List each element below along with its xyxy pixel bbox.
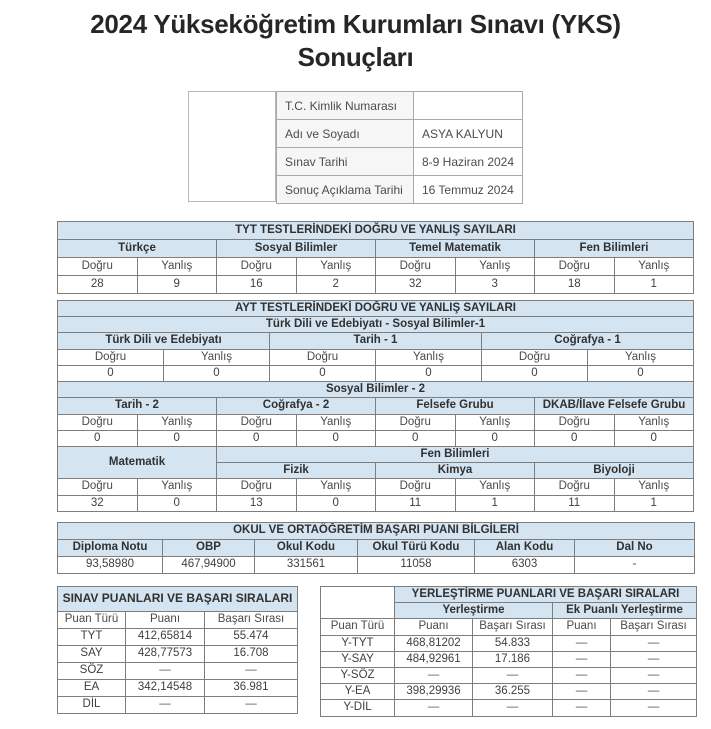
tyt-subject-turkce: Türkçe (58, 240, 217, 258)
tyt-subject-fen: Fen Bilimleri (535, 240, 694, 258)
wrong-label: Yanlış (614, 414, 694, 430)
correct-label: Doğru (58, 258, 138, 276)
school-table-title: OKUL VE ORTAÖĞRETİM BAŞARI PUANI BİLGİLERİ (58, 522, 695, 539)
ayt-subject-felsefe: Felsefe Grubu (376, 398, 535, 414)
ek-rank-value: — (611, 667, 697, 683)
score-type: SÖZ (58, 662, 126, 679)
rank-value: 55.474 (205, 628, 298, 645)
score-type: Y-SAY (321, 651, 395, 667)
correct-label: Doğru (376, 258, 456, 276)
tyt-subject-matematik: Temel Matematik (376, 240, 535, 258)
tyt-results-table (57, 221, 694, 294)
ayt-table-title: AYT TESTLERİNDEKİ DOĞRU VE YANLIŞ SAYILARI (58, 301, 694, 317)
tyt-sosyal-wrong: 2 (296, 276, 376, 294)
ayt-cografya1-wrong: 0 (588, 365, 694, 381)
rank-value: 17.186 (473, 651, 553, 667)
score-type: EA (58, 679, 126, 696)
basari-sirasi-header: Başarı Sırası (205, 611, 298, 628)
okul-kodu-header: Okul Kodu (255, 539, 358, 556)
score-type: DİL (58, 696, 126, 713)
table-row (276, 148, 522, 176)
table-row (321, 651, 697, 667)
table-row (58, 349, 694, 365)
wrong-label: Yanlış (164, 349, 270, 365)
candidate-section (0, 91, 711, 204)
wrong-label: Yanlış (137, 479, 217, 495)
ayt-fizik-wrong: 0 (296, 495, 376, 511)
ayt-felsefe-wrong: 0 (455, 430, 535, 446)
ayt-matematik-wrong: 0 (137, 495, 217, 511)
score-value: 412,65814 (126, 628, 205, 645)
table-row (58, 240, 694, 258)
ek-rank-value: — (611, 651, 697, 667)
rank-value: 36.981 (205, 679, 298, 696)
rank-value: 36.255 (473, 684, 553, 700)
ayt-tarih1-wrong: 0 (376, 365, 482, 381)
tyt-sosyal-correct: 16 (217, 276, 297, 294)
correct-label: Doğru (58, 414, 138, 430)
table-row (58, 679, 298, 696)
table-row (58, 662, 298, 679)
ayt-dkab-correct: 0 (535, 430, 615, 446)
table-row (321, 667, 697, 683)
yerlestirme-group-header: Yerleştirme (395, 603, 553, 619)
dal-no-value: - (575, 556, 695, 573)
score-value: — (395, 667, 473, 683)
table-row (276, 92, 522, 120)
alan-kodu-header: Alan Kodu (475, 539, 575, 556)
table-row (276, 176, 522, 204)
ek-basari-sirasi-header: Başarı Sırası (611, 619, 697, 635)
puani-header: Puanı (395, 619, 473, 635)
wrong-label: Yanlış (614, 258, 694, 276)
rank-value: — (205, 696, 298, 713)
ek-score-value: — (553, 700, 611, 716)
ek-rank-value: — (611, 684, 697, 700)
okul-turu-kodu-value: 11058 (358, 556, 475, 573)
ayt-section2-title: Sosyal Bilimler - 2 (58, 382, 694, 398)
table-row (58, 495, 694, 511)
table-row (276, 120, 522, 148)
rank-value: — (205, 662, 298, 679)
result-date-label: Sonuç Açıklama Tarihi (276, 176, 413, 204)
wrong-label: Yanlış (137, 414, 217, 430)
ayt-tarih2-wrong: 0 (137, 430, 217, 446)
rank-value: 16.708 (205, 645, 298, 662)
basari-sirasi-header: Başarı Sırası (473, 619, 553, 635)
puani-header: Puanı (126, 611, 205, 628)
puan-turu-header: Puan Türü (58, 611, 126, 628)
table-row (58, 414, 694, 430)
rank-value: — (473, 700, 553, 716)
obp-header: OBP (163, 539, 255, 556)
ayt-cografya1-correct: 0 (482, 365, 588, 381)
score-value: 428,77573 (126, 645, 205, 662)
diploma-notu-value: 93,58980 (58, 556, 163, 573)
wrong-label: Yanlış (296, 258, 376, 276)
score-type: TYT (58, 628, 126, 645)
table-row (58, 333, 694, 349)
score-value: 468,81202 (395, 635, 473, 651)
page-title: 2024 Yükseköğretim Kurumları Sınavı (YKS) Sonuçları (90, 9, 621, 73)
tyt-fen-correct: 18 (535, 276, 615, 294)
ayt-edebiyat-correct: 0 (58, 365, 164, 381)
wrong-label: Yanlış (296, 414, 376, 430)
table-row (58, 258, 694, 276)
ayt-subject-edebiyat: Türk Dili ve Edebiyatı (58, 333, 270, 349)
correct-label: Doğru (535, 414, 615, 430)
wrong-label: Yanlış (455, 479, 535, 495)
correct-label: Doğru (270, 349, 376, 365)
ayt-cografya2-wrong: 0 (296, 430, 376, 446)
ayt-fen-group-title: Fen Bilimleri (217, 447, 694, 463)
score-value: 342,14548 (126, 679, 205, 696)
placement-blank-cell (321, 586, 395, 618)
correct-label: Doğru (535, 258, 615, 276)
wrong-label: Yanlış (296, 479, 376, 495)
ayt-subject-dkab: DKAB/İlave Felsefe Grubu (535, 398, 694, 414)
tyt-subject-sosyal: Sosyal Bilimler (217, 240, 376, 258)
table-row (58, 276, 694, 294)
ayt-subject-cografya1: Coğrafya - 1 (482, 333, 694, 349)
table-row (58, 222, 694, 240)
wrong-label: Yanlış (376, 349, 482, 365)
ayt-kimya-wrong: 1 (455, 495, 535, 511)
table-row (321, 684, 697, 700)
table-row (58, 696, 298, 713)
candidate-info-table (276, 91, 523, 204)
score-value: — (126, 696, 205, 713)
wrong-label: Yanlış (455, 414, 535, 430)
okul-kodu-value: 331561 (255, 556, 358, 573)
alan-kodu-value: 6303 (475, 556, 575, 573)
exam-scores-title: SINAV PUANLARI VE BAŞARI SIRALARI (58, 586, 298, 611)
ayt-biyoloji-correct: 11 (535, 495, 615, 511)
table-row (58, 586, 298, 611)
correct-label: Doğru (217, 258, 297, 276)
tyt-turkce-correct: 28 (58, 276, 138, 294)
ayt-subject-matematik: Matematik (58, 447, 217, 479)
wrong-label: Yanlış (137, 258, 217, 276)
name-value: ASYA KALYUN (413, 120, 522, 148)
score-type: SAY (58, 645, 126, 662)
tyt-matematik-correct: 32 (376, 276, 456, 294)
correct-label: Doğru (535, 479, 615, 495)
ayt-subject-biyoloji: Biyoloji (535, 463, 694, 479)
table-row (58, 447, 694, 463)
table-row (58, 479, 694, 495)
table-row (58, 539, 695, 556)
table-row (321, 635, 697, 651)
okul-turu-kodu-header: Okul Türü Kodu (358, 539, 475, 556)
rank-value: 54.833 (473, 635, 553, 651)
correct-label: Doğru (217, 479, 297, 495)
ek-score-value: — (553, 635, 611, 651)
table-row (58, 301, 694, 317)
table-row (58, 382, 694, 398)
ayt-edebiyat-wrong: 0 (164, 365, 270, 381)
rank-value: — (473, 667, 553, 683)
ayt-subject-cografya2: Coğrafya - 2 (217, 398, 376, 414)
correct-label: Doğru (58, 349, 164, 365)
tyt-fen-wrong: 1 (614, 276, 694, 294)
dal-no-header: Dal No (575, 539, 695, 556)
scores-section (57, 586, 711, 717)
wrong-label: Yanlış (614, 479, 694, 495)
ayt-fizik-correct: 13 (217, 495, 297, 511)
tc-id-value (413, 92, 522, 120)
placement-scores-table (320, 586, 697, 717)
tyt-turkce-wrong: 9 (137, 276, 217, 294)
exam-date-label: Sınav Tarihi (276, 148, 413, 176)
correct-label: Doğru (376, 414, 456, 430)
ayt-subject-tarih2: Tarih - 2 (58, 398, 217, 414)
placement-scores-title: YERLEŞTİRME PUANLARI VE BAŞARI SIRALARI (395, 586, 697, 602)
ek-score-value: — (553, 684, 611, 700)
diploma-notu-header: Diploma Notu (58, 539, 163, 556)
name-label: Adı ve Soyadı (276, 120, 413, 148)
score-type: Y-EA (321, 684, 395, 700)
ayt-subject-tarih1: Tarih - 1 (270, 333, 482, 349)
ayt-dkab-wrong: 0 (614, 430, 694, 446)
ek-rank-value: — (611, 635, 697, 651)
table-row (58, 365, 694, 381)
ayt-biyoloji-wrong: 1 (614, 495, 694, 511)
ayt-matematik-correct: 32 (58, 495, 138, 511)
puan-turu-header: Puan Türü (321, 619, 395, 635)
candidate-photo-placeholder (188, 91, 276, 202)
table-row (58, 430, 694, 446)
correct-label: Doğru (217, 414, 297, 430)
tc-id-label: T.C. Kimlik Numarası (276, 92, 413, 120)
ek-rank-value: — (611, 700, 697, 716)
table-row (58, 628, 298, 645)
ayt-results-table (57, 300, 694, 512)
ayt-kimya-correct: 11 (376, 495, 456, 511)
ayt-tarih2-correct: 0 (58, 430, 138, 446)
result-date-value: 16 Temmuz 2024 (413, 176, 522, 204)
score-type: Y-DİL (321, 700, 395, 716)
ek-score-value: — (553, 667, 611, 683)
score-type: Y-TYT (321, 635, 395, 651)
table-row (321, 619, 697, 635)
score-value: 398,29936 (395, 684, 473, 700)
table-row (58, 611, 298, 628)
ek-puani-header: Puanı (553, 619, 611, 635)
correct-label: Doğru (58, 479, 138, 495)
score-value: 484,92961 (395, 651, 473, 667)
school-info-table (57, 522, 695, 574)
table-row (58, 522, 695, 539)
ayt-section1-title: Türk Dili ve Edebiyatı - Sosyal Bilimler-1 (58, 317, 694, 333)
ayt-felsefe-correct: 0 (376, 430, 456, 446)
ek-puanli-group-header: Ek Puanlı Yerleştirme (553, 603, 697, 619)
score-type: Y-SÖZ (321, 667, 395, 683)
ayt-tarih1-correct: 0 (270, 365, 376, 381)
ayt-subject-kimya: Kimya (376, 463, 535, 479)
tyt-table-title: TYT TESTLERİNDEKİ DOĞRU VE YANLIŞ SAYILARI (58, 222, 694, 240)
ayt-subject-fizik: Fizik (217, 463, 376, 479)
wrong-label: Yanlış (455, 258, 535, 276)
ek-score-value: — (553, 651, 611, 667)
table-row (321, 700, 697, 716)
table-row (321, 586, 697, 602)
exam-date-value: 8-9 Haziran 2024 (413, 148, 522, 176)
correct-label: Doğru (376, 479, 456, 495)
table-row (58, 645, 298, 662)
table-row (58, 556, 695, 573)
wrong-label: Yanlış (588, 349, 694, 365)
score-value: — (126, 662, 205, 679)
table-row (58, 317, 694, 333)
table-row (58, 398, 694, 414)
obp-value: 467,94900 (163, 556, 255, 573)
exam-scores-table (57, 586, 298, 714)
correct-label: Doğru (482, 349, 588, 365)
ayt-cografya2-correct: 0 (217, 430, 297, 446)
score-value: — (395, 700, 473, 716)
tyt-matematik-wrong: 3 (455, 276, 535, 294)
